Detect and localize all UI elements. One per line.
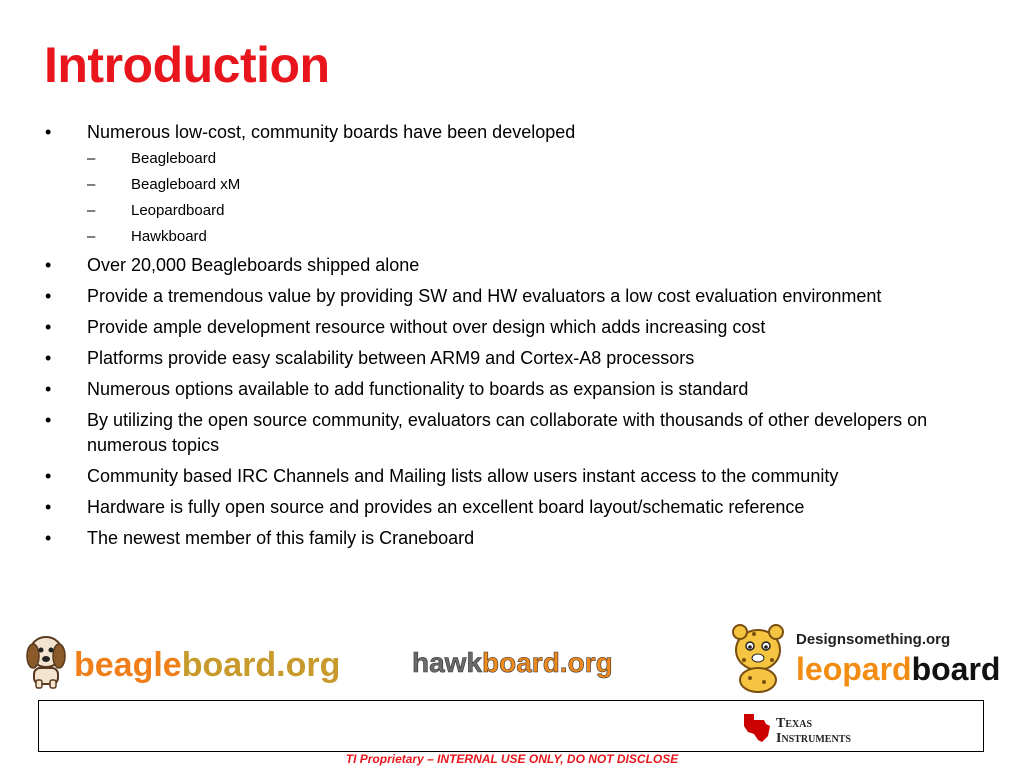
ti-line2: Instruments [776,731,851,746]
leopard-board-text: board [911,651,1001,687]
list-item [45,315,975,340]
bullet-text: By utilizing the open source community, evaluators can collaborate with thousands of other developers on numerous topics [87,410,928,455]
footer-disclaimer: TI Proprietary – INTERNAL USE ONLY, DO NOT DISCLOSE [345,752,679,766]
bullet-text: Hardware is fully open source and provides an excellent board layout/schematic reference [87,497,805,517]
bullet-text: Platforms provide easy scalability between ARM9 and Cortex-A8 processors [87,348,695,368]
svg-text:hawkboard.org [412,647,613,678]
bullet-mark: • [45,122,52,142]
bullet-mark: • [45,466,52,486]
bullet-mark: • [45,410,52,430]
designsomething-text: Designsomething.org [796,631,951,648]
list-item [45,464,975,489]
bullet-text: Provide a tremendous value by providing SW and HW evaluators a low cost evaluation environment [87,286,882,306]
leopard-cub-icon [733,625,783,692]
hawkboard-logo [408,642,648,682]
hawk-board-org-text: board.org [482,647,613,678]
list-item [45,526,975,551]
list-item [45,284,975,309]
bullet-mark: • [45,317,52,337]
bullet-text: Numerous options available to add functionality to boards as expansion is standard [87,379,749,399]
svg-text:beagleboard.org [74,646,340,684]
dash-mark: – [87,228,96,245]
ti-state-icon [744,714,770,742]
bullet-mark: • [45,528,52,548]
list-item [45,408,975,458]
dash-mark: – [87,150,96,167]
bullet-mark: • [45,286,52,306]
dash-mark: – [87,176,96,193]
bullet-text: The newest member of this family is Craneboard [87,528,475,548]
sub-list-item [87,174,975,195]
bullet-list [45,120,975,557]
beagle-text: beagle [74,646,182,684]
list-item [45,377,975,402]
board-org-text: board.org [181,646,341,684]
sub-list-item [87,200,975,221]
bullet-mark: • [45,379,52,399]
list-item [45,120,975,247]
bullet-text: Provide ample development resource without over design which adds increasing cost [87,317,766,337]
slide-title: Introduction [44,37,330,93]
list-item [45,253,975,278]
bullet-text: Numerous low-cost, community boards have been developed [87,122,576,142]
leopard-text: leopard [796,651,912,687]
sub-list-item [87,148,975,169]
hawk-text: hawk [412,647,483,678]
leopardboard-logo [724,620,1004,694]
sub-list-item [87,226,975,247]
dash-mark: – [87,202,96,219]
sub-item-text: Hawkboard [131,228,207,245]
bullet-mark: • [45,497,52,517]
ti-line1: Texas [776,716,813,731]
beagle-dog-icon [27,637,65,688]
sub-list [87,148,975,247]
sub-item-text: Beagleboard [131,150,217,167]
bullet-text: Community based IRC Channels and Mailing lists allow users instant access to the community [87,466,839,486]
list-item [45,346,975,371]
beagleboard-logo [24,630,344,690]
bullet-mark: • [45,255,52,275]
sub-item-text: Leopardboard [131,202,225,219]
svg-text:leopardboard [796,651,1000,687]
bullet-text: Over 20,000 Beagleboards shipped alone [87,255,420,275]
texas-instruments-logo [740,710,880,746]
list-item [45,495,975,520]
bullet-mark: • [45,348,52,368]
sub-item-text: Beagleboard xM [131,176,241,193]
